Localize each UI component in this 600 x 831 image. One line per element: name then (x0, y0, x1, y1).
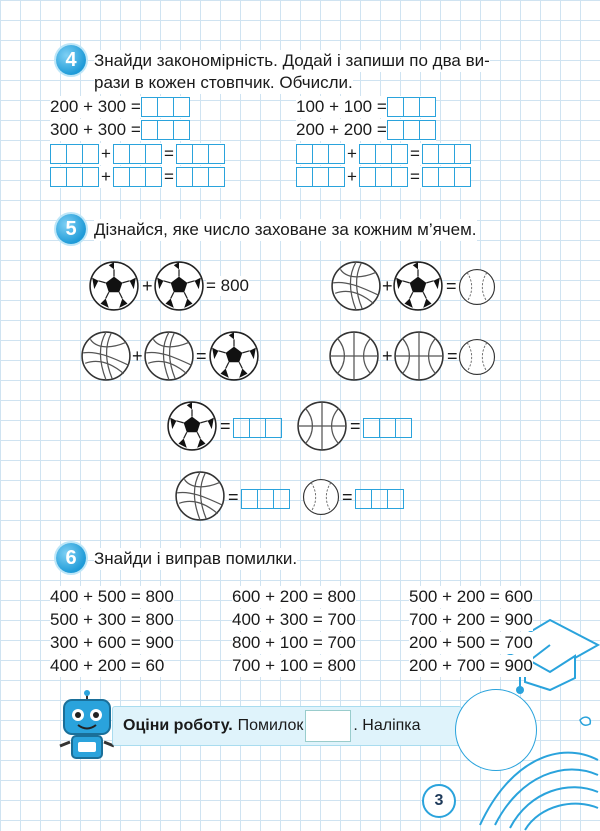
answer-boxes[interactable] (359, 167, 408, 187)
task-number-4: 4 (56, 45, 86, 75)
task-4-left-blank-1: + = (50, 143, 225, 165)
task-6-text: Знайди і виправ помилки. (94, 549, 298, 568)
error-expr: 200 + 500 = 700 (409, 633, 533, 652)
task-4-left-blank-2: + = (50, 166, 225, 188)
volleyball-icon (174, 470, 226, 522)
robot-mascot-icon (56, 690, 118, 762)
answer-boxes[interactable] (176, 144, 225, 164)
basketball-icon (328, 330, 380, 382)
expr-text: 200 + 300 = (50, 97, 141, 116)
task-4-right-blank-1: + = (296, 143, 471, 165)
errors-input[interactable] (305, 710, 351, 742)
expr-text: 300 + 300 = (50, 120, 141, 139)
expr-text: 100 + 100 = (296, 97, 387, 116)
sticker-circle[interactable] (455, 689, 537, 771)
soccer-ball-icon (392, 260, 444, 312)
errors-label: Помилок (237, 717, 304, 734)
error-expr: 700 + 100 = 800 (232, 656, 356, 675)
equation-result: = 800 (206, 276, 250, 295)
task-4-right-expr-2 (296, 119, 436, 141)
workbook-page: 4 Знайди закономірність. Додай і запиши по два ви- рази в кожен стовпчик. Обчисли. 200 + 300 = 300 + 300 = + = + = 100 + 100 = 200 + 200 = + = + = 5 Дізнайся, яке число заховане за кожним м’ячем. + = 800 + = + = + = = = = = 6 Знайди і виправ помилки. 400 + 500 = 800 500 + 300 = 800 300 + 600 = 900 400 + 200 = 60 600 + 200 = 800 400 + 300 = 700 800 + 100 = 700 700 + 100 = 800 500 + 200 = 600 700 + 200 = 900 200 + 500 = 700 200 + 700 = 900 Оціни роботу. Помилок . Наліпка 3 (0, 0, 600, 831)
answer-boxes[interactable] (141, 120, 190, 140)
volleyball-icon (143, 330, 195, 382)
volleyball-icon (80, 330, 132, 382)
volleyball-icon (330, 260, 382, 312)
task-5-text: Дізнайся, яке число заховане за кожним м’ячем. (94, 220, 477, 239)
answer-boxes[interactable] (359, 144, 408, 164)
error-expr: 700 + 200 = 900 (409, 610, 533, 629)
answer-boxes[interactable] (141, 97, 190, 117)
error-expr: 800 + 100 = 700 (232, 633, 356, 652)
answer-boxes[interactable] (422, 167, 471, 187)
answer-boxes[interactable] (355, 489, 404, 509)
basketball-icon (296, 400, 348, 452)
sticker-label: . Наліпка (353, 717, 421, 734)
expr-text: 200 + 200 = (296, 120, 387, 139)
error-expr: 200 + 700 = 900 (409, 656, 533, 675)
answer-boxes[interactable] (50, 167, 99, 187)
answer-boxes[interactable] (387, 120, 436, 140)
baseball-icon (458, 268, 496, 306)
answer-boxes[interactable] (387, 97, 436, 117)
task-4-text-line2: рази в кожен стовпчик. Обчисли. (94, 73, 353, 92)
task-4-left-expr-1 (50, 96, 190, 118)
error-expr: 600 + 200 = 800 (232, 587, 356, 606)
answer-boxes[interactable] (113, 144, 162, 164)
error-expr: 400 + 500 = 800 (50, 587, 174, 606)
soccer-ball-icon (88, 260, 140, 312)
soccer-ball-icon (153, 260, 205, 312)
answer-boxes[interactable] (296, 144, 345, 164)
baseball-icon (302, 478, 340, 516)
task-number-6: 6 (56, 543, 86, 573)
error-expr: 400 + 200 = 60 (50, 656, 165, 675)
rating-label: Оціни роботу. (123, 717, 233, 734)
task-4-right-blank-2: + = (296, 166, 471, 188)
answer-boxes[interactable] (50, 144, 99, 164)
answer-boxes[interactable] (422, 144, 471, 164)
answer-boxes[interactable] (113, 167, 162, 187)
rating-bar (112, 706, 462, 746)
task-4-right-expr-1 (296, 96, 436, 118)
basketball-icon (393, 330, 445, 382)
task-number-5: 5 (56, 214, 86, 244)
page-number: 3 (422, 784, 456, 818)
soccer-ball-icon (208, 330, 260, 382)
answer-boxes[interactable] (363, 418, 412, 438)
task-4-left-expr-2 (50, 119, 190, 141)
answer-boxes[interactable] (296, 167, 345, 187)
answer-boxes[interactable] (233, 418, 282, 438)
task-4-text-line1: Знайди закономірність. Додай і запиши по два ви- (94, 51, 490, 70)
error-expr: 500 + 200 = 600 (409, 587, 533, 606)
soccer-ball-icon (166, 400, 218, 452)
error-expr: 400 + 300 = 700 (232, 610, 356, 629)
error-expr: 300 + 600 = 900 (50, 633, 174, 652)
error-expr: 500 + 300 = 800 (50, 610, 174, 629)
answer-boxes[interactable] (241, 489, 290, 509)
answer-boxes[interactable] (176, 167, 225, 187)
baseball-icon (458, 338, 496, 376)
